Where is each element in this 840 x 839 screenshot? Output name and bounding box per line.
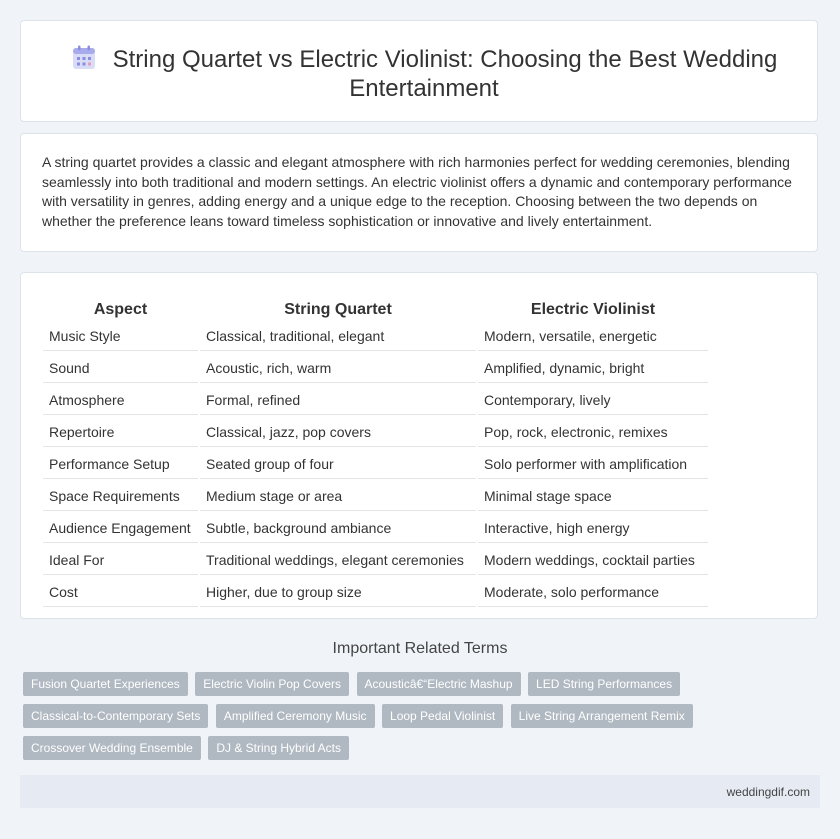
cell-aspect: Audience Engagement — [43, 513, 198, 543]
footer-site-name[interactable]: weddingdif.com — [726, 785, 810, 799]
table-row — [43, 577, 708, 607]
comparison-card — [20, 272, 818, 619]
table-row — [43, 449, 708, 479]
cell-aspect: Space Requirements — [43, 481, 198, 511]
related-tag[interactable]: Electric Violin Pop Covers — [195, 672, 349, 696]
cell-electric-violinist: Minimal stage space — [478, 481, 708, 511]
cell-electric-violinist: Interactive, high energy — [478, 513, 708, 543]
table-row — [43, 385, 708, 415]
related-tag[interactable]: Live String Arrangement Remix — [511, 704, 693, 728]
table-row — [43, 481, 708, 511]
cell-string-quartet: Classical, traditional, elegant — [200, 321, 476, 351]
related-terms-title: Important Related Terms — [332, 640, 508, 657]
cell-string-quartet: Formal, refined — [200, 385, 476, 415]
table-row — [43, 513, 708, 543]
cell-electric-violinist: Modern weddings, cocktail parties — [478, 545, 708, 575]
related-tag[interactable]: Loop Pedal Violinist — [382, 704, 503, 728]
table-header-row — [43, 295, 708, 319]
header-electric-violinist: Electric Violinist — [530, 301, 656, 318]
table-row — [43, 321, 708, 351]
cell-electric-violinist: Solo performer with amplification — [478, 449, 708, 479]
cell-string-quartet: Acoustic, rich, warm — [200, 353, 476, 383]
footer — [20, 775, 820, 808]
cell-electric-violinist: Modern, versatile, energetic — [478, 321, 708, 351]
intro-card — [20, 133, 818, 252]
table-row — [43, 545, 708, 575]
cell-electric-violinist: Amplified, dynamic, bright — [478, 353, 708, 383]
cell-electric-violinist: Moderate, solo performance — [478, 577, 708, 607]
cell-aspect: Repertoire — [43, 417, 198, 447]
related-tag[interactable]: Crossover Wedding Ensemble — [23, 736, 201, 760]
cell-aspect: Ideal For — [43, 545, 198, 575]
related-tag[interactable]: Fusion Quartet Experiences — [23, 672, 188, 696]
cell-aspect: Atmosphere — [43, 385, 198, 415]
page-title — [61, 45, 787, 103]
table-row — [43, 417, 708, 447]
table-row — [43, 353, 708, 383]
comparison-table — [41, 293, 710, 609]
cell-aspect: Performance Setup — [43, 449, 198, 479]
related-tag[interactable]: Amplified Ceremony Music — [216, 704, 375, 728]
related-tag[interactable]: DJ & String Hybrid Acts — [208, 736, 349, 760]
header-string-quartet: String Quartet — [284, 301, 392, 318]
cell-string-quartet: Seated group of four — [200, 449, 476, 479]
cell-string-quartet: Higher, due to group size — [200, 577, 476, 607]
header-aspect: Aspect — [93, 301, 148, 318]
cell-aspect: Cost — [43, 577, 198, 607]
calendar-grid-icon — [71, 45, 97, 71]
cell-string-quartet: Classical, jazz, pop covers — [200, 417, 476, 447]
page-title-text: String Quartet vs Electric Violinist: Choosing the Best Wedding Entertainment — [112, 46, 778, 102]
related-tag[interactable]: LED String Performances — [528, 672, 680, 696]
cell-electric-violinist: Contemporary, lively — [478, 385, 708, 415]
cell-aspect: Sound — [43, 353, 198, 383]
cell-aspect: Music Style — [43, 321, 198, 351]
cell-string-quartet: Traditional weddings, elegant ceremonies — [200, 545, 476, 575]
related-tag[interactable]: Classical-to-Contemporary Sets — [23, 704, 208, 728]
cell-string-quartet: Medium stage or area — [200, 481, 476, 511]
header-card — [20, 20, 818, 122]
related-tag[interactable]: Acousticâ€“Electric Mashup — [357, 672, 521, 696]
cell-electric-violinist: Pop, rock, electronic, remixes — [478, 417, 708, 447]
intro-paragraph: A string quartet provides a classic and elegant atmosphere with rich harmonies perfect for wedding ceremonies, blending seamlessly into both traditional and modern settings. An electric violinist offers a dynamic and contemporary performance with versatility in genres, adding energy and a unique edge to the reception. Choosing between the two depends on whether the preference leans toward timeless sophistication or innovative and lively entertainment. — [42, 154, 792, 229]
related-terms-tags — [23, 672, 803, 768]
cell-string-quartet: Subtle, background ambiance — [200, 513, 476, 543]
